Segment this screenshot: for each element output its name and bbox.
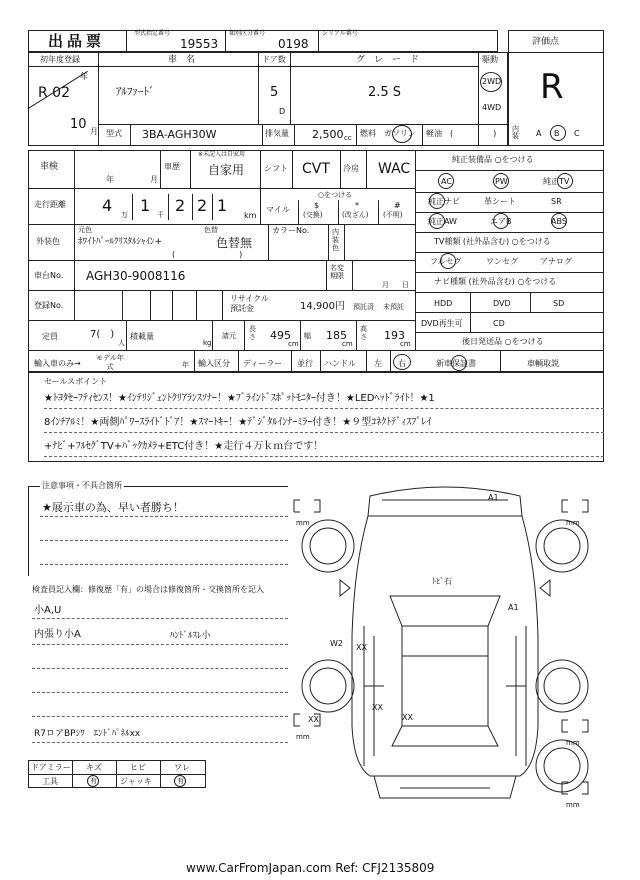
inspection-label: 車検 [40, 162, 59, 172]
mileage-mile: マイル [266, 205, 290, 214]
damage-label-front-bumper: A1 [488, 493, 499, 502]
mileage-digit-3: 2 [175, 196, 186, 215]
notes-bracket [28, 486, 288, 576]
first-registration-month: 10 [70, 117, 87, 132]
capacity-value: 7( ) [90, 329, 115, 340]
length-label: 長さ [249, 325, 256, 341]
exchange-symbol: $ [314, 201, 320, 210]
equip-aw: 純正AW [428, 217, 457, 226]
damage-label-xx-3: XX [402, 713, 413, 722]
equip-ac: AC [441, 177, 452, 186]
handle-left: 左 [374, 359, 382, 368]
length-unit: cm [288, 340, 299, 348]
drive-label: 駆動 [482, 55, 498, 64]
equip-leather: 革シート [484, 197, 516, 206]
length-value: 495 [270, 329, 291, 342]
first-registration-year: R 02 [38, 85, 70, 101]
mm-front-right: mm [566, 519, 580, 527]
equip-airbag-circle [493, 213, 509, 229]
first-registration-label: 初年度登録 [40, 55, 80, 64]
navi-title: ナビ種類 (社外品含む) ○をつける [434, 277, 557, 286]
equip-navi-circle [429, 193, 445, 209]
cc-unit: cc [344, 134, 352, 142]
navi-dvd-play: DVD再生可 [421, 319, 463, 328]
legend-tools-value: 有 [90, 777, 97, 785]
interior-color-label: 内装色 [332, 228, 339, 252]
handle-right: 右 [398, 359, 406, 368]
mileage-digit-2: 1 [140, 196, 151, 215]
navi-cd: CD [493, 319, 505, 328]
registration-label: 登録No. [34, 301, 64, 310]
docs-title: 後日発送品 ○をつける [462, 337, 544, 346]
sales-point-label: セールスポイント [44, 377, 108, 386]
model-designation-number: 19553 [180, 37, 219, 51]
docs-warranty-circle [451, 355, 467, 371]
equip-abs-circle [551, 213, 567, 229]
navi-dvd: DVD [493, 299, 511, 308]
navi-sd: SD [553, 299, 565, 308]
load-unit: kg [203, 339, 212, 347]
displacement-label: 排気量 [265, 129, 289, 138]
equip-pw: PW [495, 177, 508, 186]
doors-label: ドア数 [262, 55, 286, 64]
mileage-label: 走行距離 [34, 200, 66, 209]
inspector-line-1: 小A,U [34, 605, 62, 616]
docs-manual: 車輌取説 [527, 359, 559, 368]
load-label: 積載量 [130, 332, 154, 341]
class-category-label: 類別区分番号 [229, 30, 266, 37]
mileage-digit-1: 4 [102, 196, 113, 215]
interior-c: C [574, 129, 580, 138]
repaint-paren: ( ) [172, 250, 243, 259]
inspection-month: 月 [150, 175, 158, 184]
recycle-not-deposited: 未預託 [383, 303, 404, 311]
displacement-value: 2,500 [312, 128, 344, 141]
mileage-sen-unit: 千 [157, 211, 164, 219]
mileage-km-unit: km [244, 211, 257, 220]
legend-tools: 工具 [42, 777, 58, 786]
legend-header-break: ワレ [174, 763, 190, 772]
inspector-label: 検査員記入欄：修復歴「有」の場合は修復箇所・交換箇所を記入 [32, 585, 264, 594]
model-year-unit: 年 [182, 361, 189, 369]
notes-label: 注意事項・不具合箇所 [42, 481, 122, 490]
inspection-year: 年 [106, 175, 114, 184]
capacity-label: 定員 [42, 332, 58, 341]
month-unit: 月 [90, 127, 98, 136]
import-parallel: 並行 [297, 359, 313, 368]
model-year-label: モデル年式 [96, 354, 124, 371]
fuel-other: ( ) [450, 129, 497, 138]
damage-label-xx-1: XX [356, 643, 367, 652]
chassis-value: AGH30-9008116 [86, 269, 186, 283]
exchange-label: (交換) [303, 211, 323, 219]
grade-value: 2.5 S [368, 85, 402, 100]
mm-spare: mm [566, 801, 580, 809]
chassis-label: 車台No. [34, 271, 64, 280]
docs-warranty: 新車保証書 [436, 359, 476, 368]
fuel-gasoline-circle [392, 125, 412, 143]
interior-b: B [554, 129, 560, 138]
unknown-label: (不明) [383, 211, 403, 219]
usage-label: 車歴 [164, 162, 180, 171]
equip-ac-circle [438, 173, 454, 189]
equip-tv-circle [557, 173, 573, 189]
car-name-label: 車 名 [168, 55, 196, 65]
height-label: 高さ [360, 325, 367, 341]
tv-fullseg-circle [440, 253, 456, 269]
original-color-label: 元色 [78, 226, 92, 234]
legend-header-mirror: ドアミラー [31, 763, 71, 772]
tamper-symbol: * [355, 201, 359, 210]
mileage-digit-5: 1 [217, 196, 228, 215]
doors-value: 5 [270, 85, 279, 100]
door-type: D [279, 107, 286, 116]
damage-label-xx-2: XX [372, 703, 383, 712]
equip-tv: 純正TV [543, 177, 570, 186]
import-type-label: 輸入区分 [198, 359, 230, 368]
usage-note: ※未記入は自家用 [198, 151, 246, 158]
shift-value: CVT [302, 161, 330, 177]
height-unit: cm [400, 340, 411, 348]
sales-point-line-1: ★ﾄﾖﾀｾｰﾌﾃｨｾﾝｽ！★ｲﾝﾃﾘｼﾞｪﾝﾄｸﾘｱﾗﾝｽｿﾅｰ！★ﾌﾞﾗｲﾝﾄﾞｽﾎﾟｯﾄﾓﾆﾀｰ付き！★LEDﾍｯﾄﾞﾗｲﾄ！★1 [44, 393, 435, 404]
sales-point-line-3: +ﾅﾋﾞ+ﾌﾙｾｸﾞTV+ﾊﾞｯｸｶﾒﾗ+ETC付き！★走行４万ｋｍ台です！ [44, 441, 324, 452]
import-label: 輸入車のみ→ [34, 359, 81, 368]
ac-value: WAC [378, 161, 411, 177]
model-type: 3BA-AGH30W [142, 128, 217, 141]
grade-point-label: 評価点 [532, 37, 560, 47]
legend-jack-circle [174, 775, 186, 787]
ac-label: 冷房 [343, 164, 359, 173]
import-dealer: ディーラー [243, 359, 283, 368]
tv-fullseg: フルセグ [430, 257, 462, 266]
tv-title: TV種類 (社外品含む) ○をつける [434, 237, 551, 246]
class-category-number: 0198 [278, 37, 309, 51]
fuel-label: 燃料 [360, 129, 376, 138]
width-value: 185 [326, 329, 347, 342]
legend-header-crack: ヒビ [130, 763, 146, 772]
equip-abs: ABS [551, 217, 567, 226]
sheet-title: 出品票 [48, 32, 106, 50]
inspector-line-3: R7ロアBPｼﾜ ｴﾝﾄﾞﾊﾟﾈﾙxx [34, 729, 141, 739]
interior-b-circle [550, 125, 566, 141]
usage-value: 自家用 [208, 163, 245, 177]
equip-navi: 純正ナビ [428, 197, 460, 206]
year-unit: 年 [80, 72, 88, 81]
notes-line-1: ★展示車の為、早い者勝ち！ [42, 501, 184, 514]
repaint-label: 色替 [204, 226, 218, 234]
exterior-color-label: 外装色 [36, 237, 60, 246]
width-label: 幅 [304, 332, 311, 340]
mm-rear-right: mm [566, 739, 580, 747]
height-value: 193 [384, 329, 405, 342]
tamper-label: (改ざん) [342, 211, 369, 219]
width-unit: cm [342, 340, 353, 348]
legend-jack-value: 有 [177, 777, 184, 785]
name-change-month: 月 [382, 281, 389, 289]
handle-right-circle [393, 354, 411, 370]
mm-front-left: mm [296, 519, 310, 527]
repaint-value: 色替無 [216, 236, 253, 250]
original-color: ﾎﾜｲﾄﾊﾟｰﾙｸﾘｽﾀﾙｼｬｲﾝ+ [78, 237, 163, 247]
serial-number-label: シリアル番号 [322, 30, 358, 37]
equip-pw-circle [493, 173, 509, 189]
equip-sr: SR [551, 197, 562, 206]
equip-aw-circle [429, 213, 445, 229]
legend-jack: ジャッキ [120, 777, 152, 786]
mileage-man-unit: 万 [121, 211, 128, 219]
car-name: ｱﾙﾌｧｰﾄﾞ [116, 85, 155, 98]
damage-label-xx-4: XX [308, 715, 319, 724]
tv-oneseg: ワンセグ [486, 257, 518, 266]
inspector-line-2: 内張り小A [34, 629, 81, 640]
grade-label: グ レ ー ド [356, 55, 420, 65]
damage-label-side: A1 [508, 603, 519, 612]
equipment-title: 純正装備品 ○をつける [452, 155, 534, 164]
damage-label-stone-chip: ﾄﾋﾞ石 [432, 577, 452, 586]
fuel-gasoline: ガソリン [384, 129, 416, 138]
mileage-circle-note: ○をつける [318, 191, 353, 199]
interior-a: A [536, 129, 542, 138]
mileage-digit-4: 2 [197, 196, 208, 215]
sales-point-line-2: 8ｲﾝﾁｱﾙﾐ！★両側ﾊﾟﾜｰｽﾗｲﾄﾞﾄﾞｱ！★ｽﾏｰﾄｷｰ！★ﾃﾞｼﾞﾀﾙｲﾝﾅｰﾐﾗｰ付き！★９型ｺﾈｸﾄﾃﾞｨｽﾌﾟﾚｲ [44, 417, 432, 428]
model-type-label: 型式 [106, 129, 122, 138]
drive-4wd: 4WD [482, 103, 502, 112]
recycle-label: リサイクル預託金 [230, 294, 269, 313]
footer-reference: www.CarFromJapan.com Ref: CFJ2135809 [186, 861, 435, 875]
unknown-symbol: # [394, 201, 401, 210]
tv-analog: アナログ [540, 257, 572, 266]
grade-point-value: R [540, 67, 564, 107]
legend-header-scratch: キズ [86, 763, 102, 772]
navi-hdd: HDD [434, 299, 453, 308]
recycle-deposited: 預託済 [353, 303, 374, 311]
bill-label: 請元 [222, 332, 236, 340]
model-designation-label: 型式指定番号 [134, 30, 171, 37]
fuel-diesel: 軽油 [426, 129, 442, 138]
damage-label-w2: W2 [330, 639, 343, 648]
name-change-label: 名変期限 [330, 264, 344, 280]
color-no-label: カラーNo. [272, 226, 310, 235]
drive-2wd-circle [480, 72, 502, 92]
handle-label: ハンドル [324, 359, 356, 368]
equip-airbag: エアB [490, 217, 512, 226]
inspector-line-2-right: ﾊﾝﾄﾞﾙｽﾚ小 [170, 631, 211, 641]
interior-label: 内装 [512, 125, 519, 140]
shift-label: シフト [264, 164, 288, 173]
legend-tools-circle [87, 775, 99, 787]
name-change-day: 日 [402, 281, 409, 289]
recycle-amount: 14,900円 [300, 301, 345, 312]
capacity-unit: 人 [118, 339, 125, 347]
mm-rear-left: mm [296, 733, 310, 741]
drive-2wd: 2WD [482, 77, 502, 86]
